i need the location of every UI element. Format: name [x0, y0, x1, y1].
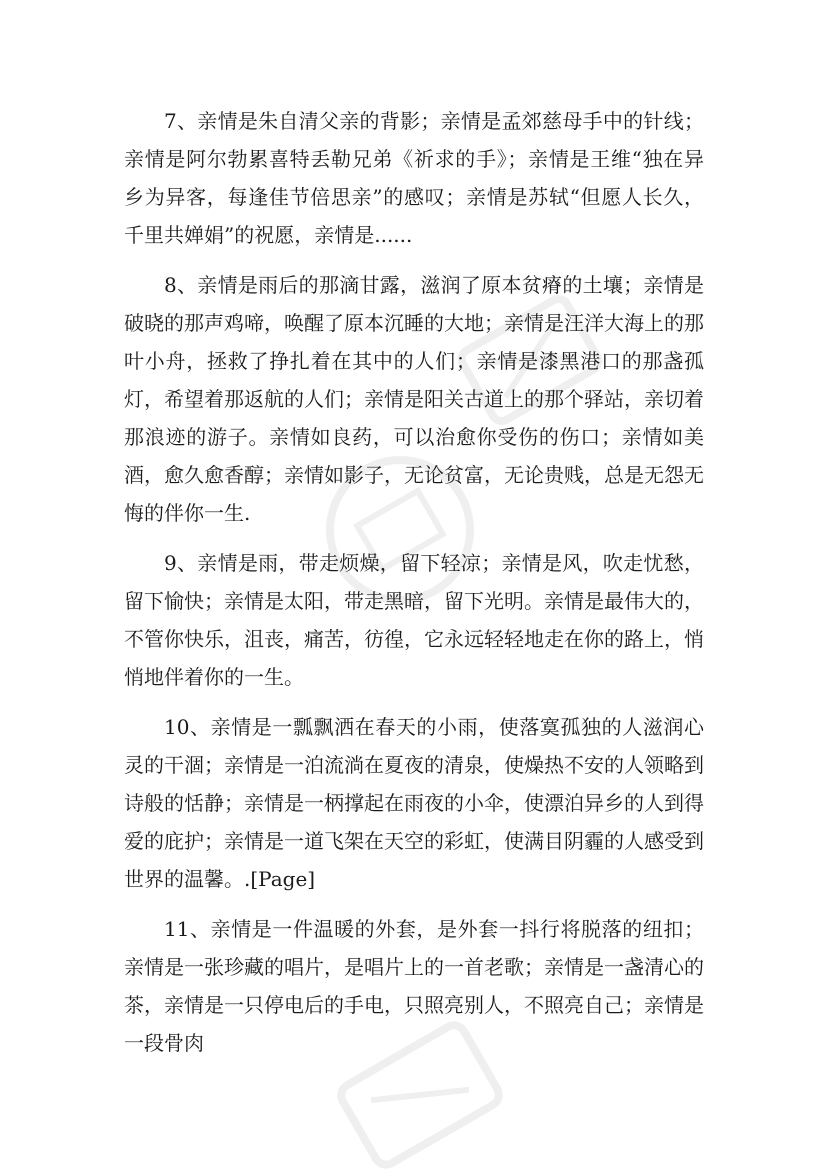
paragraph-7: 7、亲情是朱自清父亲的背影；亲情是孟郊慈母手中的针线；亲情是阿尔勃累喜特丢勒兄弟《祈求的手》；亲情是王维“独在异乡为异客，每逢佳节倍思亲”的感叹；亲情是苏轼“但愿人长久，千里共婵娟”的祝愿，亲情是...... [124, 109, 704, 247]
paragraph-8: 8、亲情是雨后的那滴甘露，滋润了原本贫瘠的土壤；亲情是破晓的那声鸡啼，唤醒了原本沉睡的大地；亲情是汪洋大海上的那叶小舟，拯救了挣扎着在其中的人们；亲情是漆黑港口的那盏孤灯，希望着那返航的人们；亲情是阳关古道上的那个驿站，亲切着那浪迹的游子。亲情如良药，可以治愈你受伤的伤口；亲情如美酒，愈久愈香醇；亲情如影子，无论贫富，无论贵贱，总是无怨无悔的伴你一生. [124, 273, 704, 525]
paragraph-9: 9、亲情是雨，带走烦燥，留下轻凉；亲情是风，吹走忧愁，留下愉快；亲情是太阳，带走黑暗，留下光明。亲情是最伟大的，不管你快乐，沮丧，痛苦，彷徨，它永远轻轻地走在你的路上，悄悄地伴着你的一生。 [124, 551, 704, 689]
paragraph-10: 10、亲情是一瓢飘洒在春天的小雨，使落寞孤独的人滋润心灵的干涸；亲情是一泊流淌在夏夜的清泉，使燥热不安的人领略到诗般的恬静；亲情是一柄撑起在雨夜的小伞，使漂泊异乡的人到得爱的庇护；亲情是一道飞架在天空的彩虹，使满目阴霾的人感受到世界的温馨。.[Page] [124, 715, 704, 891]
document-body [124, 102, 704, 1074]
paragraph-11: 11、亲情是一件温暖的外套，是外套一抖行将脱落的纽扣；亲情是一张珍藏的唱片，是唱片上的一首老歌；亲情是一盏清心的茶，亲情是一只停电后的手电，只照亮别人，不照亮自己；亲情是一段骨肉 [124, 917, 704, 1055]
